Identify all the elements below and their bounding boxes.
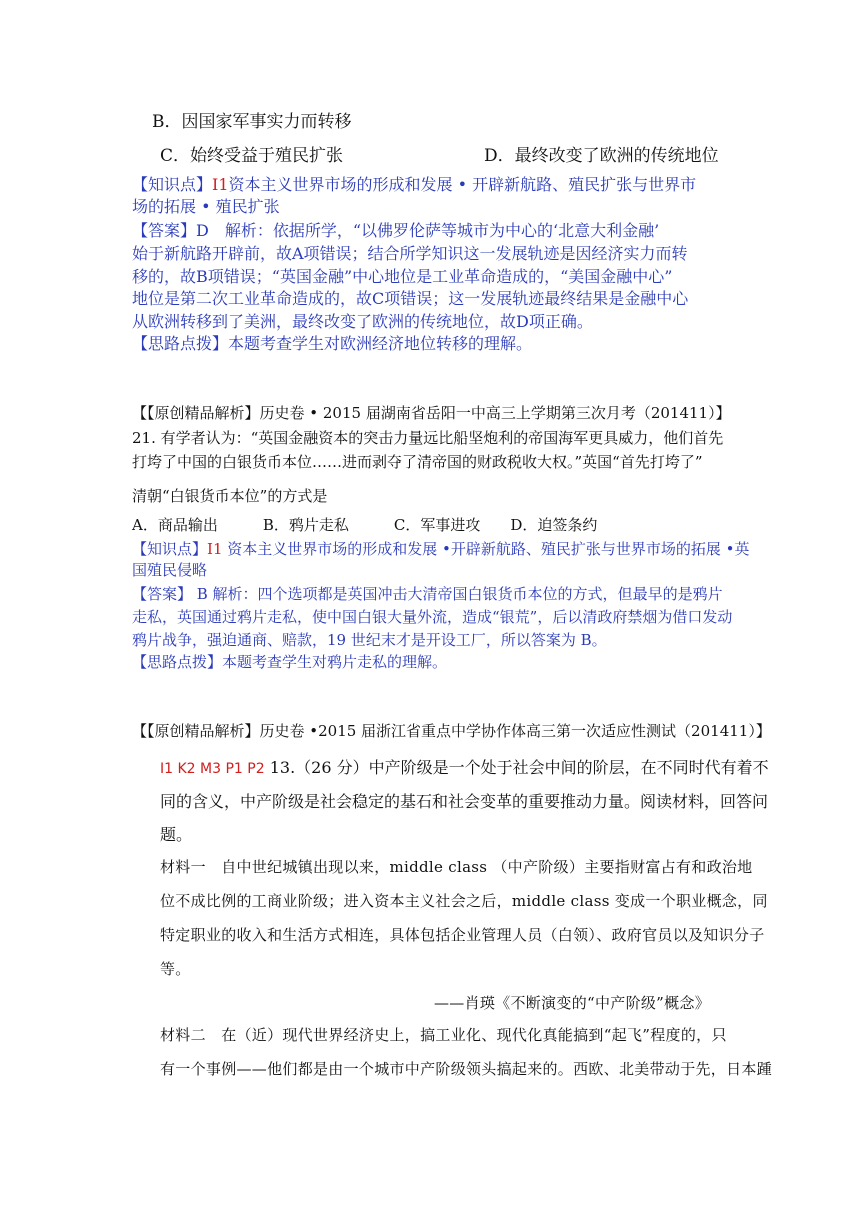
- option-b: B．因国家军事实力而转移: [152, 112, 352, 132]
- kp-code: I1: [207, 540, 223, 558]
- question-stem: 题。: [160, 825, 193, 844]
- question-stem: 21. 有学者认为：“英国金融资本的突击力量远比船坚炮利的帝国海军更具威力，他们首先: [132, 429, 724, 447]
- question-stem: 清朝“白银货币本位”的方式是: [132, 487, 328, 505]
- answer-line: 移的，故B项错误；“英国金融”中心地位是工业革命造成的，“美国金融中心”: [132, 267, 673, 286]
- answer-options: A．商品输出 B．鸦片走私 C．军事进攻 D．迫签条约: [132, 516, 598, 534]
- knowledge-point-cont: 场的拓展 • 殖民扩张: [132, 197, 280, 216]
- hint-line: 【思路点拨】本题考查学生对鸦片走私的理解。: [132, 653, 448, 671]
- kp-label: 【知识点】: [132, 540, 208, 558]
- answer-line: 鸦片战争，强迫通商、赔款，19 世纪末才是开设工厂，所以答案为 B。: [132, 631, 607, 649]
- source-header: 【【原创精品解析】历史卷 •2015 届浙江省重点中学协作体高三第一次适应性测试（201411）】: [132, 722, 771, 740]
- answer-line: 走私，英国通过鸦片走私，使中国白银大量外流，造成“银荒”，后以清政府禁烟为借口发动: [132, 608, 733, 626]
- question-stem: 同的含义，中产阶级是社会稳定的基石和社会变革的重要推动力量。阅读材料，回答问: [160, 792, 769, 811]
- knowledge-point: [132, 538, 750, 560]
- answer-line: 地位是第二次工业革命造成的，故C项错误；这一发展轨迹最终结果是金融中心: [132, 289, 689, 308]
- kp-code: I1: [212, 175, 229, 194]
- kp-text: 资本主义世界市场的形成和发展 •开辟新航路、殖民扩张与世界市场的拓展 •英: [222, 540, 750, 558]
- material-two: 材料二 在（近）现代世界经济史上，搞工业化、现代化真能搞到“起飞”程度的，只: [160, 1026, 727, 1044]
- knowledge-point: [132, 174, 696, 196]
- answer-line: 始于新航路开辟前，故A项错误；结合所学知识这一发展轨迹是因经济实力而转: [132, 244, 688, 263]
- material-one: 等。: [160, 960, 191, 978]
- question-stem: 打垮了中国的白银货币本位……进而剥夺了清帝国的财政税收大权。”英国“首先打垮了”: [132, 453, 703, 471]
- topic-codes: I1 K2 M3 P1 P2: [160, 761, 265, 777]
- knowledge-point-cont: 国殖民侵略: [132, 561, 208, 579]
- answer-line: 【答案】D 解析：依据所学，“以佛罗伦萨等城市为中心的‘北意大利金融’: [132, 221, 660, 240]
- material-one-source: ——肖瑛《不断演变的“中产阶级”概念》: [434, 994, 711, 1012]
- answer-line: 从欧洲转移到了美洲，最终改变了欧洲的传统地位，故D项正确。: [132, 312, 593, 331]
- answer-line: 【答案】 B 解析：四个选项都是英国冲击大清帝国白银货币本位的方式，但最早的是鸦片: [132, 585, 723, 603]
- kp-label: 【知识点】: [132, 175, 213, 194]
- hint-line: 【思路点拨】本题考查学生对欧洲经济地位转移的理解。: [132, 334, 533, 353]
- source-header: 【【原创精品解析】历史卷 • 2015 届湖南省岳阳一中高三上学期第三次月考（201411）】: [132, 404, 731, 422]
- kp-text: 资本主义世界市场的形成和发展 • 开辟新航路、殖民扩张与世界市: [228, 175, 697, 194]
- question-stem: [160, 757, 769, 780]
- option-c: C．始终受益于殖民扩张: [160, 146, 344, 166]
- material-two: 有一个事例——他们都是由一个城市中产阶级领头搞起来的。西欧、北美带动于先，日本踵: [160, 1060, 773, 1078]
- material-one: 位不成比例的工商业阶级；进入资本主义社会之后，middle class 变成一个职业概念，同: [160, 892, 768, 910]
- option-d: D．最终改变了欧洲的传统地位: [484, 146, 719, 166]
- stem-text: 13.（26 分）中产阶级是一个处于社会中间的阶层，在不同时代有着不: [269, 758, 769, 777]
- material-one: 特定职业的收入和生活方式相连，具体包括企业管理人员（白领）、政府官员以及知识分子: [160, 926, 765, 944]
- material-one: 材料一 自中世纪城镇出现以来，middle class （中产阶级）主要指财富占有和政治地: [160, 858, 753, 876]
